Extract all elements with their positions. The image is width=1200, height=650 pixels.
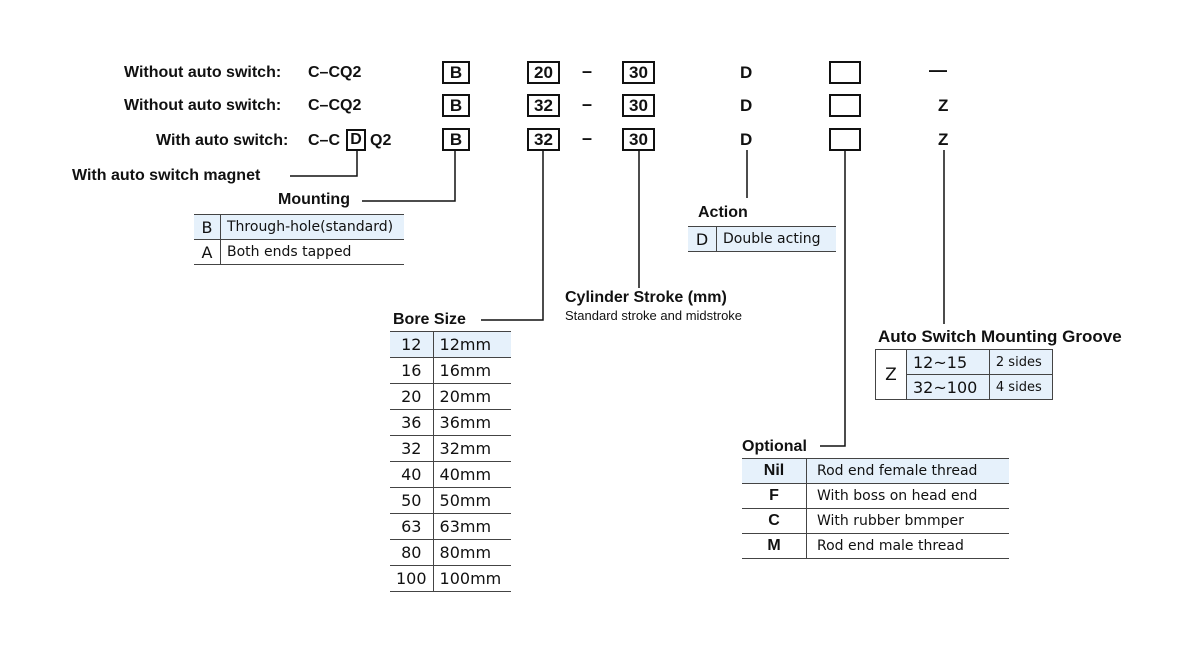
row1-mount-box: B — [442, 61, 470, 84]
mounting-table — [194, 214, 404, 265]
optional-row — [742, 484, 1009, 509]
row2-groove: Z — [938, 96, 949, 115]
optional-desc: With boss on head end — [807, 484, 1010, 509]
row3-bore-box: 32 — [527, 128, 560, 151]
mounting-desc: Through-hole(standard) — [221, 215, 405, 240]
action-code: D — [688, 227, 717, 252]
bore-code: 100 — [390, 566, 433, 592]
bore-desc: 80mm — [433, 540, 511, 566]
optional-table — [742, 458, 1009, 559]
bore-desc: 20mm — [433, 384, 511, 410]
row3-model-prefix: C–C — [308, 132, 341, 149]
groove-row — [876, 350, 1053, 375]
bore-desc: 50mm — [433, 488, 511, 514]
row1-action: D — [740, 63, 753, 82]
bore-row — [390, 384, 511, 410]
action-table — [688, 226, 836, 252]
optional-row — [742, 534, 1009, 559]
row2-action: D — [740, 96, 753, 115]
row3-label: With auto switch: — [156, 132, 289, 149]
row1-stroke-box: 30 — [622, 61, 655, 84]
bore-row — [390, 514, 511, 540]
bore-code: 20 — [390, 384, 433, 410]
row1-groove: — — [929, 60, 947, 80]
bore-code: 16 — [390, 358, 433, 384]
row2-mount-box: B — [442, 94, 470, 117]
mounting-leader — [362, 150, 455, 201]
row1-label: Without auto switch: — [124, 64, 282, 81]
groove-sides: 4 sides — [989, 375, 1052, 400]
groove-code: Z — [876, 350, 907, 400]
optional-desc: Rod end female thread — [807, 459, 1010, 484]
mounting-code: B — [194, 215, 221, 240]
mounting-code: A — [194, 240, 221, 265]
bore-row — [390, 462, 511, 488]
bore-desc: 63mm — [433, 514, 511, 540]
bore-desc: 12mm — [433, 332, 511, 358]
groove-sides: 2 sides — [989, 350, 1052, 375]
bore-desc: 16mm — [433, 358, 511, 384]
bore-code: 50 — [390, 488, 433, 514]
bore-row — [390, 566, 511, 592]
row3-stroke-box: 30 — [622, 128, 655, 151]
optional-row — [742, 509, 1009, 534]
groove-range: 12~15 — [907, 350, 990, 375]
action-row — [688, 227, 836, 252]
row1-dash: – — [582, 61, 593, 81]
optional-title: Optional — [742, 438, 807, 455]
mounting-title: Mounting — [278, 191, 350, 208]
bore-desc: 100mm — [433, 566, 511, 592]
action-desc: Double acting — [717, 227, 837, 252]
optional-code: M — [742, 534, 807, 559]
mounting-desc: Both ends tapped — [221, 240, 405, 265]
optional-row — [742, 459, 1009, 484]
bore-desc: 36mm — [433, 410, 511, 436]
bore-desc: 32mm — [433, 436, 511, 462]
optional-code: C — [742, 509, 807, 534]
bore-row — [390, 358, 511, 384]
bore-row — [390, 332, 511, 358]
row3-groove: Z — [938, 130, 949, 149]
bore-code: 36 — [390, 410, 433, 436]
action-title: Action — [698, 204, 748, 221]
row2-stroke-box: 30 — [622, 94, 655, 117]
groove-title: Auto Switch Mounting Groove — [878, 327, 1122, 346]
bore-title: Bore Size — [393, 311, 466, 328]
row3-dash: – — [582, 128, 593, 148]
bore-leader — [481, 150, 543, 320]
bore-row — [390, 488, 511, 514]
optional-desc: With rubber bmmper — [807, 509, 1010, 534]
bore-row — [390, 410, 511, 436]
bore-code: 12 — [390, 332, 433, 358]
row1-bore-box: 20 — [527, 61, 560, 84]
bore-row — [390, 540, 511, 566]
magnet-title: With auto switch magnet — [72, 167, 261, 184]
bore-code: 80 — [390, 540, 433, 566]
magnet-leader — [290, 150, 357, 176]
row2-label: Without auto switch: — [124, 97, 282, 114]
bore-table — [390, 331, 511, 592]
row3-model-suffix: Q2 — [370, 132, 392, 149]
groove-range: 32~100 — [907, 375, 990, 400]
row1-optional-box — [829, 61, 861, 84]
bore-row — [390, 436, 511, 462]
mounting-row — [194, 215, 404, 240]
optional-code: F — [742, 484, 807, 509]
row2-optional-box — [829, 94, 861, 117]
row3-mount-box: B — [442, 128, 470, 151]
bore-code: 40 — [390, 462, 433, 488]
bore-desc: 40mm — [433, 462, 511, 488]
stroke-title: Cylinder Stroke (mm) — [565, 289, 727, 306]
stroke-subtitle: Standard stroke and midstroke — [565, 308, 743, 323]
row1-model: C–CQ2 — [308, 64, 362, 81]
optional-code: Nil — [742, 459, 807, 484]
mounting-row — [194, 240, 404, 265]
optional-desc: Rod end male thread — [807, 534, 1010, 559]
groove-table — [875, 349, 1053, 400]
row2-dash: – — [582, 94, 593, 114]
row3-action: D — [740, 130, 753, 149]
row2-bore-box: 32 — [527, 94, 560, 117]
bore-code: 63 — [390, 514, 433, 540]
row2-model: C–CQ2 — [308, 97, 362, 114]
row3-optional-box — [829, 128, 861, 151]
optional-leader — [820, 150, 845, 446]
row3-model-magnet-box: D — [346, 129, 366, 151]
bore-code: 32 — [390, 436, 433, 462]
